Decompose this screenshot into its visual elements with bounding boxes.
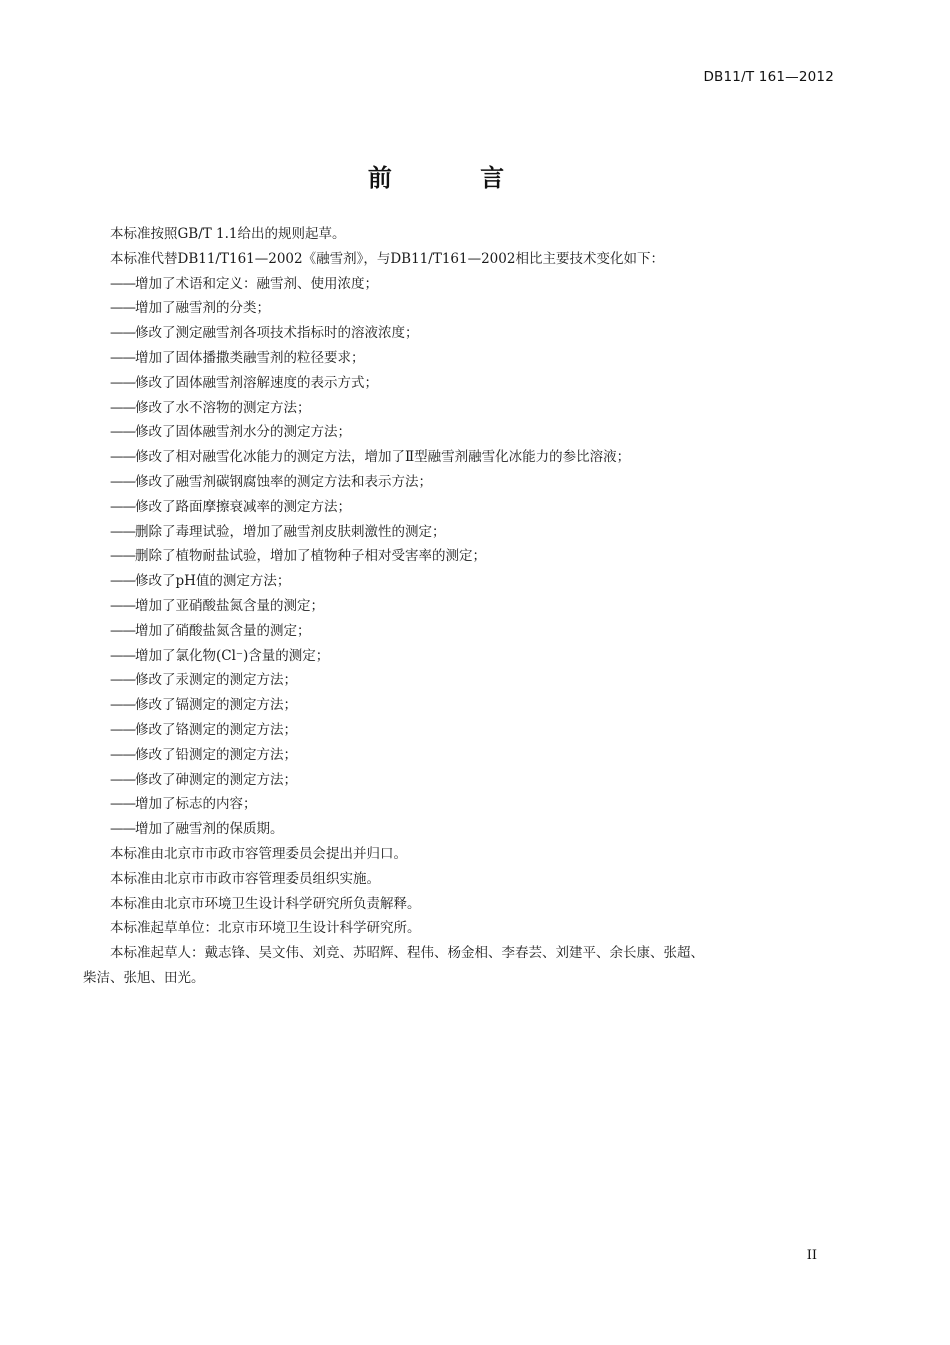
list-dash: —— bbox=[110, 498, 135, 515]
list-item bbox=[110, 718, 850, 743]
closing-paragraph-3: 本标准由北京市环境卫生设计科学研究所负责解释。 bbox=[110, 895, 421, 912]
list-item bbox=[110, 569, 850, 594]
list-dash: —— bbox=[110, 349, 135, 366]
list-item-text: 修改了融雪剂碳钢腐蚀率的测定方法和表示方法； bbox=[135, 473, 432, 490]
document-code: DB11/T 161—2012 bbox=[703, 69, 834, 85]
list-item-text: 修改了水不溶物的测定方法； bbox=[135, 399, 311, 416]
list-item bbox=[110, 594, 850, 619]
list-item bbox=[110, 668, 850, 693]
list-item bbox=[110, 445, 850, 470]
list-dash: —— bbox=[110, 672, 135, 689]
list-item-text: 删除了毒理试验，增加了融雪剂皮肤刺激性的测定； bbox=[135, 523, 446, 540]
list-item bbox=[110, 346, 850, 371]
list-item-text: 修改了pH值的测定方法； bbox=[135, 573, 291, 590]
list-dash: —— bbox=[110, 374, 135, 391]
closing-paragraph-1: 本标准由北京市市政市容管理委员会提出并归口。 bbox=[110, 845, 407, 862]
closing-paragraph-2: 本标准由北京市市政市容管理委员组织实施。 bbox=[110, 870, 380, 887]
list-item bbox=[110, 693, 850, 718]
list-item bbox=[110, 520, 850, 545]
list-item-text: 修改了固体融雪剂溶解速度的表示方式； bbox=[135, 374, 378, 391]
page-number: II bbox=[806, 1248, 817, 1263]
list-item bbox=[110, 272, 850, 297]
list-item bbox=[110, 321, 850, 346]
list-dash: —— bbox=[110, 548, 135, 565]
list-item-text: 增加了氯化物(Cl⁻)含量的测定； bbox=[135, 647, 330, 664]
list-item-text: 删除了植物耐盐试验，增加了植物种子相对受害率的测定； bbox=[135, 548, 486, 565]
list-item-text: 修改了固体融雪剂水分的测定方法； bbox=[135, 424, 351, 441]
list-dash: —— bbox=[110, 399, 135, 416]
list-dash: —— bbox=[110, 573, 135, 590]
intro-paragraph-1: 本标准按照GB/T 1.1给出的规则起草。 bbox=[110, 226, 346, 242]
intro-paragraph-2: 本标准代替DB11/T161—2002《融雪剂》，与DB11/T161—2002相比主要技术变化如下： bbox=[110, 250, 664, 267]
list-dash: —— bbox=[110, 449, 135, 466]
list-dash: —— bbox=[110, 473, 135, 490]
list-item-text: 增加了标志的内容； bbox=[135, 796, 257, 813]
document-body bbox=[83, 222, 850, 991]
list-dash: —— bbox=[110, 721, 135, 738]
list-item bbox=[110, 371, 850, 396]
list-item-text: 修改了铅测定的测定方法； bbox=[135, 746, 297, 763]
list-item-text: 修改了汞测定的测定方法； bbox=[135, 672, 297, 689]
list-item bbox=[110, 544, 850, 569]
list-item-text: 增加了硝酸盐氮含量的测定； bbox=[135, 622, 311, 639]
page-title: 前 言 bbox=[367, 164, 545, 192]
list-item bbox=[110, 768, 850, 793]
drafters-line-1: 本标准起草人：戴志锋、吴文伟、刘竞、苏昭辉、程伟、杨金相、李春芸、刘建平、余长康、张超、 bbox=[110, 945, 704, 962]
list-dash: —— bbox=[110, 300, 135, 317]
list-item bbox=[110, 792, 850, 817]
list-dash: —— bbox=[110, 746, 135, 763]
list-dash: —— bbox=[110, 622, 135, 639]
list-item-text: 修改了铬测定的测定方法； bbox=[135, 721, 297, 738]
list-item bbox=[110, 743, 850, 768]
list-item-text: 增加了固体播撒类融雪剂的粒径要求； bbox=[135, 349, 365, 366]
list-item-text: 增加了融雪剂的保质期。 bbox=[135, 821, 284, 838]
list-dash: —— bbox=[110, 796, 135, 813]
list-dash: —— bbox=[110, 424, 135, 441]
list-item bbox=[110, 495, 850, 520]
list-dash: —— bbox=[110, 523, 135, 540]
list-dash: —— bbox=[110, 325, 135, 342]
closing-paragraph-4: 本标准起草单位：北京市环境卫生设计科学研究所。 bbox=[110, 920, 421, 937]
list-item bbox=[110, 817, 850, 842]
list-item-text: 修改了路面摩擦衰减率的测定方法； bbox=[135, 498, 351, 515]
list-item bbox=[110, 470, 850, 495]
list-item bbox=[110, 396, 850, 421]
list-dash: —— bbox=[110, 647, 135, 664]
list-dash: —— bbox=[110, 275, 135, 292]
list-dash: —— bbox=[110, 697, 135, 714]
list-item-text: 修改了镉测定的测定方法； bbox=[135, 697, 297, 714]
list-dash: —— bbox=[110, 821, 135, 838]
drafters-line-2: 柴洁、张旭、田光。 bbox=[83, 969, 205, 986]
list-dash: —— bbox=[110, 771, 135, 788]
list-dash: —— bbox=[110, 597, 135, 614]
list-item-text: 增加了术语和定义：融雪剂、使用浓度； bbox=[135, 275, 378, 292]
list-item bbox=[110, 619, 850, 644]
list-item-text: 增加了融雪剂的分类； bbox=[135, 300, 270, 317]
changes-list bbox=[110, 272, 850, 842]
list-item-text: 修改了砷测定的测定方法； bbox=[135, 771, 297, 788]
list-item-text: 修改了相对融雪化冰能力的测定方法，增加了Ⅱ型融雪剂融雪化冰能力的参比溶液； bbox=[135, 449, 631, 466]
list-item bbox=[110, 420, 850, 445]
list-item-text: 增加了亚硝酸盐氮含量的测定； bbox=[135, 597, 324, 614]
list-item bbox=[110, 644, 850, 669]
list-item bbox=[110, 296, 850, 321]
list-item-text: 修改了测定融雪剂各项技术指标时的溶液浓度； bbox=[135, 325, 419, 342]
